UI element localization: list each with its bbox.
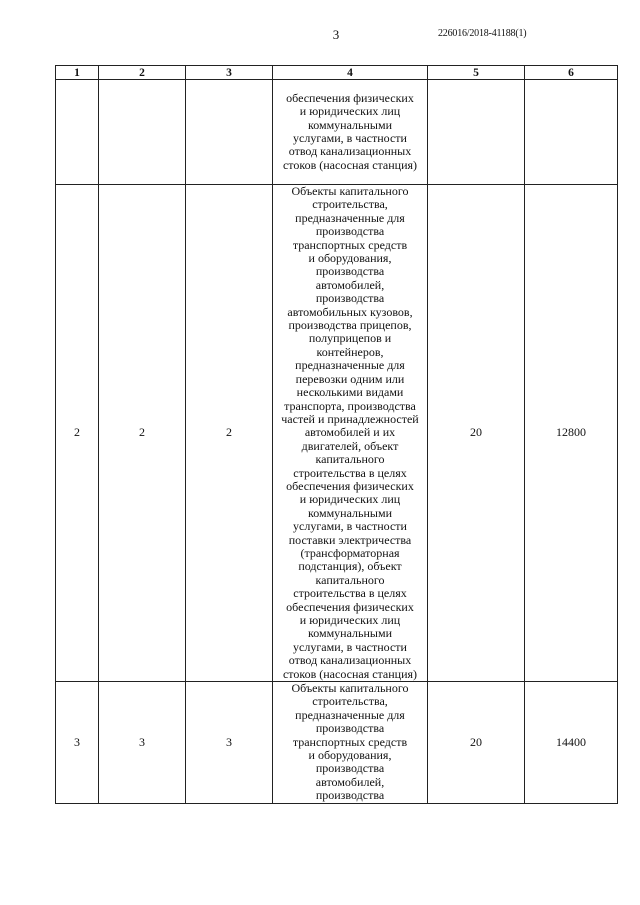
cell-col1: 2 [56, 185, 99, 682]
cell-col2: 3 [99, 682, 186, 804]
cell-description: обеспечения физических и юридических лиц коммунальными услугами, в частности отвод канализационных стоков (насосная станция) [273, 80, 428, 185]
cell-description: Объекты капитального строительства, предназначенные для производства транспортных средств и оборудования, производства автомобилей, производства автомобильных кузовов, производства прицепов, полуприцепов и контейнеров, предназначенные для перевозки одним или несколькими видами транспорта, производства частей и принадлежностей автомобилей и их двигателей, объект капитального строительства в целях обеспечения физических и юридических лиц коммунальными услугами, в частности поставки электричества (трансформаторная подстанция), объект капитального строительства в целях обеспечения физических и юридических лиц коммунальными услугами, в частности отвод канализационных стоков (насосная станция) [273, 185, 428, 682]
document-code: 226016/2018-41188(1) [438, 28, 527, 39]
cell-col1: 3 [56, 682, 99, 804]
column-header-4: 4 [273, 66, 428, 80]
table-row [56, 682, 618, 804]
table-header-row [56, 66, 618, 80]
cell-col1 [56, 80, 99, 185]
page-number: 3 [332, 27, 340, 42]
data-table [55, 65, 618, 804]
cell-col5: 20 [428, 682, 525, 804]
column-header-5: 5 [428, 66, 525, 80]
cell-col6: 12800 [525, 185, 618, 682]
cell-col3: 3 [186, 682, 273, 804]
column-header-1: 1 [56, 66, 99, 80]
cell-col3 [186, 80, 273, 185]
cell-col2 [99, 80, 186, 185]
cell-col6 [525, 80, 618, 185]
table-row [56, 80, 618, 185]
cell-col6: 14400 [525, 682, 618, 804]
column-header-3: 3 [186, 66, 273, 80]
table-row [56, 185, 618, 682]
cell-col5: 20 [428, 185, 525, 682]
cell-description: Объекты капитального строительства, предназначенные для производства транспортных средств и оборудования, производства автомобилей, производства [273, 682, 428, 804]
column-header-2: 2 [99, 66, 186, 80]
cell-col2: 2 [99, 185, 186, 682]
cell-col3: 2 [186, 185, 273, 682]
column-header-6: 6 [525, 66, 618, 80]
cell-col5 [428, 80, 525, 185]
